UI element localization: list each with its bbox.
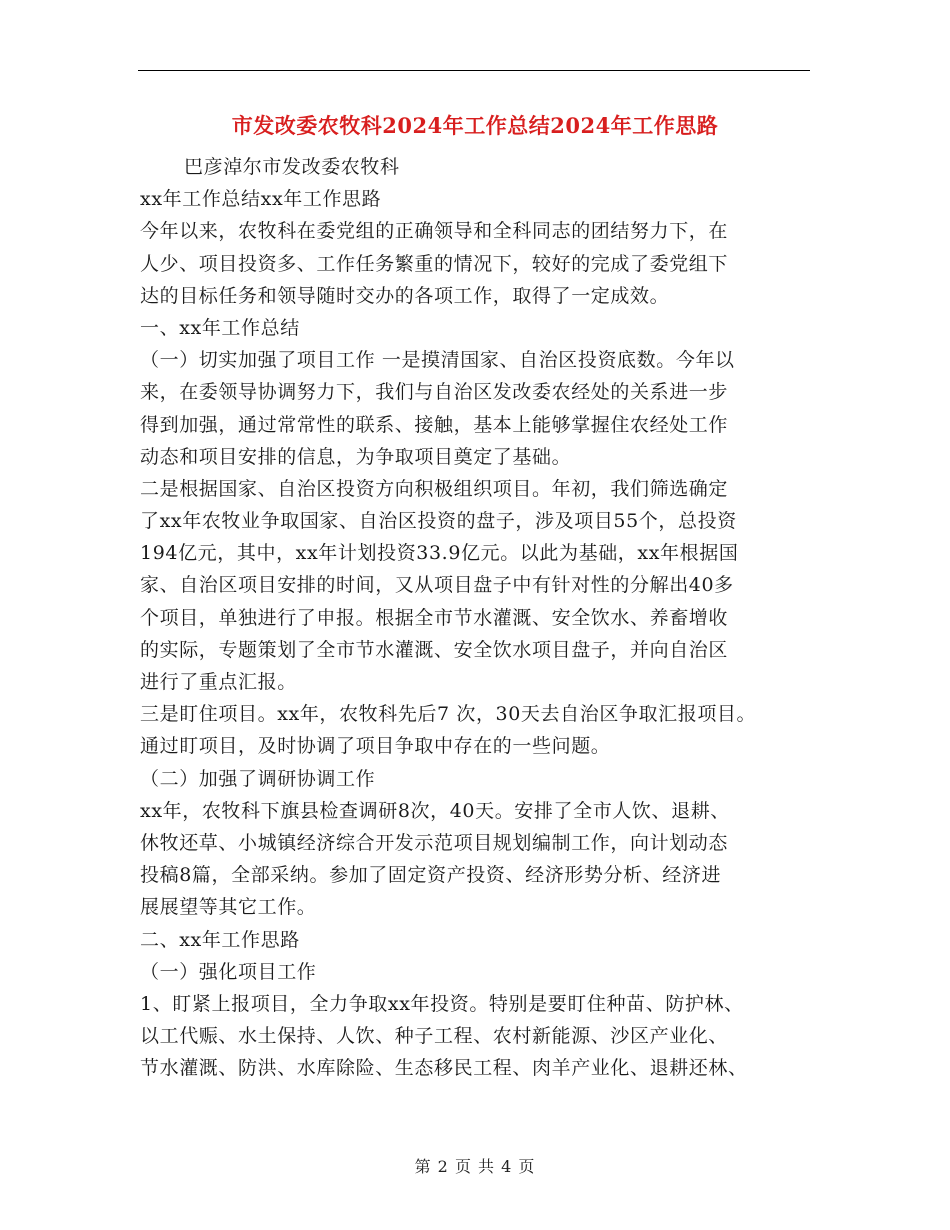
paragraph-line: 以工代赈、水土保持、人饮、种子工程、农村新能源、沙区产业化、 [140, 1025, 729, 1048]
paragraph-line: 个项目，单独进行了申报。根据全市节水灌溉、安全饮水、养畜增收 [140, 606, 729, 629]
section-heading: 二、xx年工作思路 [140, 928, 300, 951]
paragraph-line: 1、盯紧上报项目，全力争取xx年投资。特别是要盯住种苗、防护林、 [140, 992, 744, 1015]
paragraph-line: 投稿8篇，全部采纳。参加了固定资产投资、经济形势分析、经济进 [140, 864, 722, 887]
paragraph-line: 的实际，专题策划了全市节水灌溉、安全饮水项目盘子，并向自治区 [140, 638, 729, 661]
paragraph-line: 通过盯项目，及时协调了项目争取中存在的一些问题。 [140, 735, 611, 758]
paragraph-line: 达的目标任务和领导随时交办的各项工作，取得了一定成效。 [140, 284, 670, 307]
paragraph-line: 三是盯住项目。xx年，农牧科先后7 次，30天去自治区争取汇报项目。 [140, 703, 757, 726]
paragraph-line: 194亿元，其中，xx年计划投资33.9亿元。以此为基础，xx年根据国 [140, 542, 739, 565]
subtitle-line: xx年工作总结xx年工作思路 [140, 188, 382, 211]
document-body [140, 151, 830, 1084]
paragraph-line: 动态和项目安排的信息，为争取项目奠定了基础。 [140, 445, 572, 468]
paragraph-line: 人少、项目投资多、工作任务繁重的情况下，较好的完成了委党组下 [140, 252, 729, 275]
paragraph-line: xx年，农牧科下旗县检查调研8次，40天。安排了全市人饮、退耕、 [140, 799, 730, 822]
page-number-footer: 第 2 页 共 4 页 [414, 1157, 536, 1176]
subsection-heading: （一）强化项目工作 [140, 960, 317, 983]
paragraph-line: 今年以来，农牧科在委党组的正确领导和全科同志的团结努力下，在 [140, 220, 729, 243]
paragraph-line: 休牧还草、小城镇经济综合开发示范项目规划编制工作，向计划动态 [140, 831, 729, 854]
paragraph-line: 了xx年农牧业争取国家、自治区投资的盘子，涉及项目55个，总投资 [140, 510, 737, 533]
paragraph-line: 二是根据国家、自治区投资方向积极组织项目。年初，我们筛选确定 [140, 477, 729, 500]
paragraph-line: 来，在委领导协调努力下，我们与自治区发改委农经处的关系进一步 [140, 381, 729, 404]
header-rule [138, 70, 810, 71]
paragraph-line: 节水灌溉、防洪、水库除险、生态移民工程、肉羊产业化、退耕还林、 [140, 1057, 748, 1080]
paragraph-line: 展展望等其它工作。 [140, 896, 317, 919]
author-line: 巴彦淖尔市发改委农牧科 [184, 156, 400, 178]
subsection-heading: （二）加强了调研协调工作 [140, 767, 376, 790]
paragraph-line: （一）切实加强了项目工作 一是摸清国家、自治区投资底数。今年以 [140, 349, 735, 372]
section-heading: 一、xx年工作总结 [140, 316, 300, 339]
paragraph-line: 进行了重点汇报。 [140, 671, 297, 693]
document-title: 市发改委农牧科2024年工作总结2024年工作思路 [231, 113, 719, 138]
paragraph-line: 家、自治区项目安排的时间，又从项目盘子中有针对性的分解出40多 [140, 574, 734, 597]
paragraph-line: 得到加强，通过常常性的联系、接触，基本上能够掌握住农经处工作 [140, 413, 729, 436]
